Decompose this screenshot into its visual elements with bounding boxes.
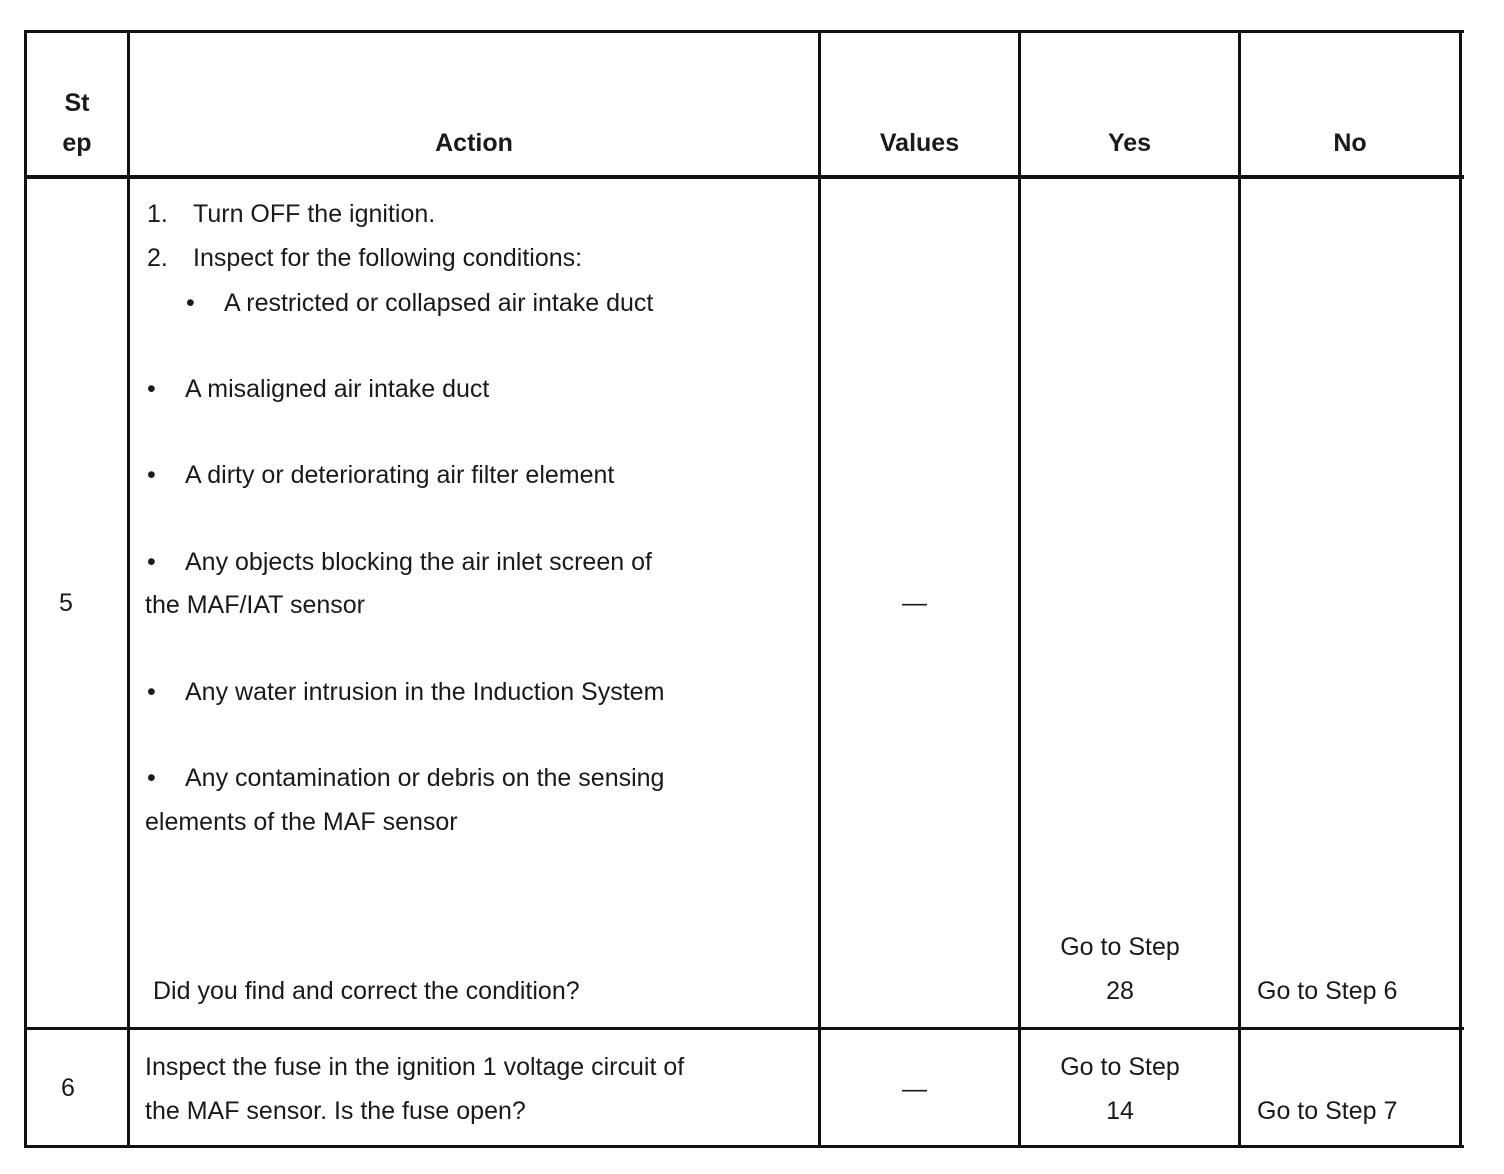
action-question: Did you find and correct the condition? xyxy=(153,977,580,1005)
action-item-text: Inspect for the following conditions: xyxy=(193,244,583,272)
bullet-icon: • xyxy=(186,289,195,317)
values-cell: — xyxy=(902,1075,927,1103)
action-text: Inspect the fuse in the ignition 1 voltage circuit of xyxy=(145,1053,685,1081)
yes-cell-line1: Go to Step xyxy=(1060,933,1180,961)
row-divider xyxy=(24,1027,1464,1030)
table-border-bottom xyxy=(24,1145,1464,1148)
header-divider xyxy=(24,175,1464,179)
condition-item: A dirty or deteriorating air filter element xyxy=(185,461,615,489)
header-no: No xyxy=(1333,129,1367,157)
bullet-icon: • xyxy=(147,764,156,792)
no-cell: Go to Step 7 xyxy=(1257,1097,1398,1125)
yes-cell-line2: 14 xyxy=(1106,1097,1134,1125)
column-line-left xyxy=(24,30,27,1148)
action-text-continued: the MAF sensor. Is the fuse open? xyxy=(145,1097,526,1125)
no-cell: Go to Step 6 xyxy=(1257,977,1398,1005)
condition-item: A misaligned air intake duct xyxy=(185,375,490,403)
bullet-icon: • xyxy=(147,678,156,706)
step-number: 5 xyxy=(59,589,73,617)
header-yes: Yes xyxy=(1107,129,1152,157)
header-values: Values xyxy=(879,129,960,157)
column-line-step xyxy=(127,30,130,1148)
action-item-text: Turn OFF the ignition. xyxy=(193,200,436,228)
yes-cell-line1: Go to Step xyxy=(1060,1053,1180,1081)
column-line-right xyxy=(1459,30,1462,1148)
yes-cell-line2: 28 xyxy=(1106,977,1134,1005)
action-item-number: 1. xyxy=(147,200,168,228)
condition-item-continued: the MAF/IAT sensor xyxy=(145,591,365,619)
values-cell: — xyxy=(902,589,927,617)
bullet-icon: • xyxy=(147,461,156,489)
bullet-icon: • xyxy=(147,548,156,576)
condition-item: Any objects blocking the air inlet screen of xyxy=(185,548,652,576)
bullet-icon: • xyxy=(147,375,156,403)
action-item-number: 2. xyxy=(147,244,168,272)
header-action: Action xyxy=(435,129,513,157)
condition-item: Any water intrusion in the Induction System xyxy=(185,678,665,706)
yes-cell xyxy=(1021,932,1219,1006)
header-step-line1: St xyxy=(64,89,90,117)
step-number: 6 xyxy=(61,1074,75,1102)
condition-item: A restricted or collapsed air intake duct xyxy=(224,289,654,317)
header-step xyxy=(27,88,127,158)
yes-cell xyxy=(1021,1052,1219,1126)
condition-item: Any contamination or debris on the sensing xyxy=(185,764,665,792)
table-border-top xyxy=(24,30,1464,33)
header-step-line2: ep xyxy=(62,129,92,157)
condition-item-continued: elements of the MAF sensor xyxy=(145,808,458,836)
column-line-yes xyxy=(1238,30,1241,1148)
